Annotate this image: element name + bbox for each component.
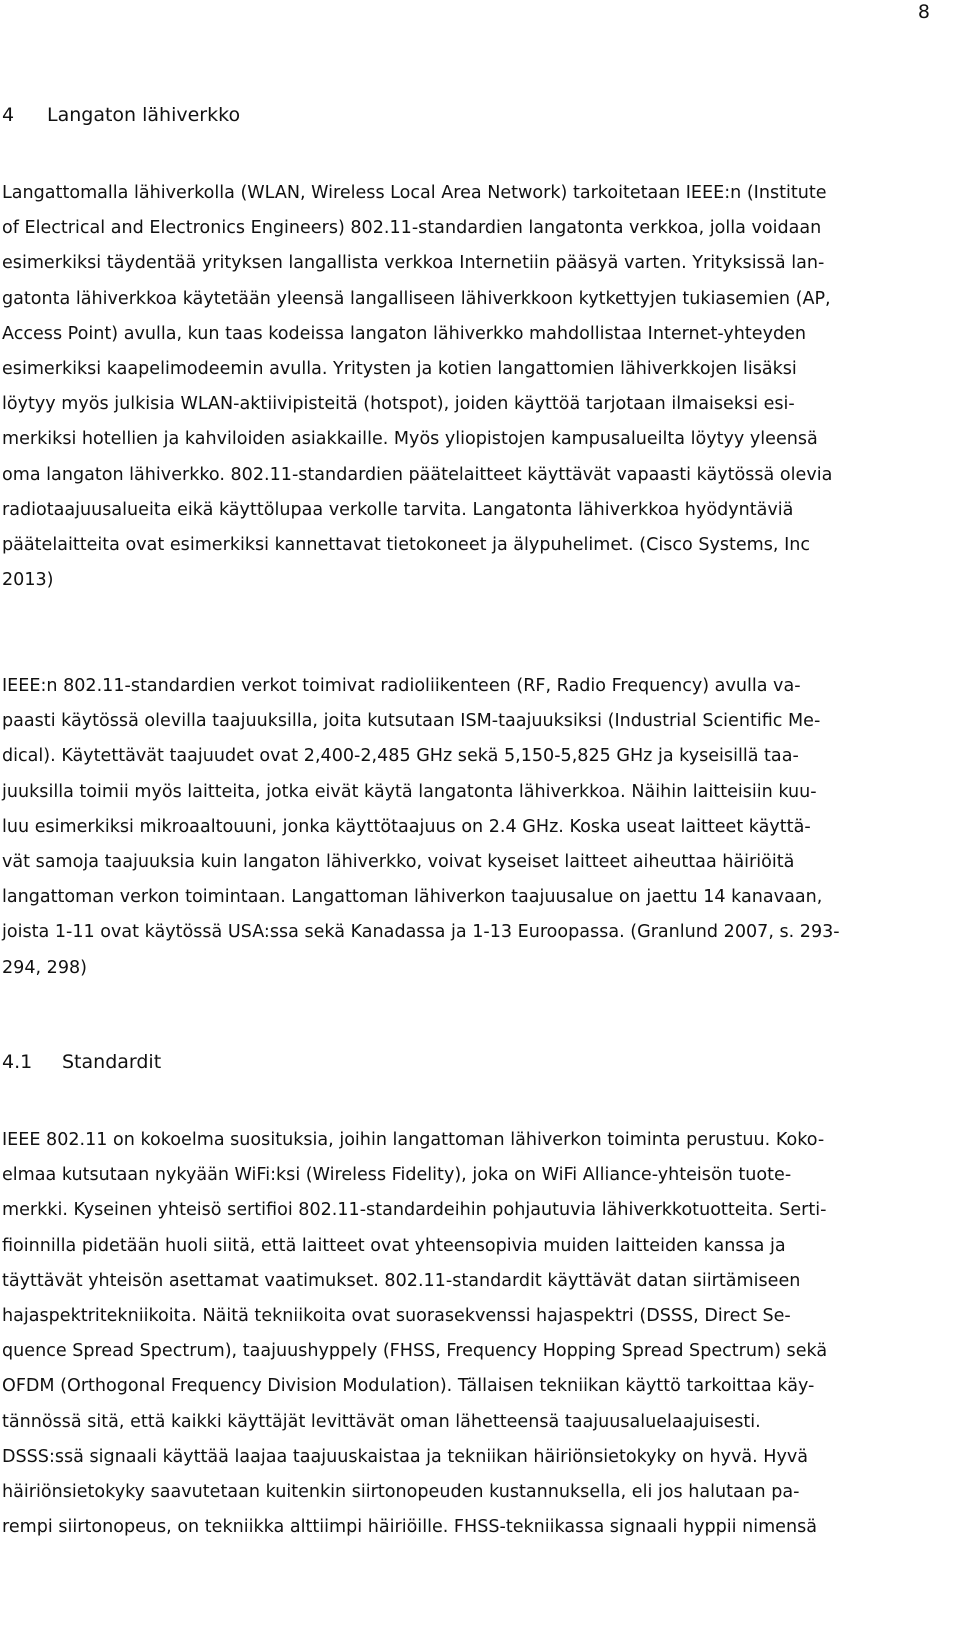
text-line: DSSS:ssä signaali käyttää laajaa taajuuskaistaa ja tekniikan häiriönsietokyky on hyvä. Hyvä bbox=[2, 1446, 809, 1467]
section-heading-4 bbox=[2, 104, 240, 126]
text-line: paasti käytössä olevilla taajuuksilla, joita kutsutaan ISM-taajuuksiksi (Industrial Scientific Me- bbox=[2, 711, 821, 732]
section-title: Standardit bbox=[62, 1051, 162, 1073]
section-number: 4 bbox=[2, 104, 15, 126]
text-line: IEEE:n 802.11-standardien verkot toimivat radioliikenteen (RF, Radio Frequency) avulla va- bbox=[2, 676, 801, 696]
text-line: esimerkiksi kaapelimodeemin avulla. Yritysten ja kotien langattomien lähiverkkojen lisäksi bbox=[2, 358, 797, 379]
text-line: IEEE 802.11 on kokoelma suosituksia, joihin langattoman lähiverkon toiminta perustuu. Koko- bbox=[2, 1130, 825, 1150]
text-line: radiotaajuusalueita eikä käyttölupaa verkolle tarvita. Langatonta lähiverkkoa hyödyntäviä bbox=[2, 499, 794, 520]
text-line: oma langaton lähiverkko. 802.11-standardien päätelaitteet käyttävät vapaasti käytössä olevia bbox=[2, 464, 833, 485]
text-line: häiriönsietokyky saavutetaan kuitenkin siirtonopeuden kustannuksella, eli jos halutaan pa- bbox=[2, 1481, 800, 1502]
text-line: esimerkiksi täydentää yrityksen langallista verkkoa Internetiin pääsyä varten. Yrityksissä lan- bbox=[2, 253, 825, 274]
text-line: luu esimerkiksi mikroaaltouuni, jonka käyttötaajuus on 2.4 GHz. Koska useat laitteet käyttä- bbox=[2, 816, 811, 837]
text-line: vät samoja taajuuksia kuin langaton lähiverkko, voivat kyseiset laitteet aiheuttaa häiriöitä bbox=[2, 851, 795, 872]
text-line: löytyy myös julkisia WLAN-aktiivipisteitä (hotspot), joiden käyttöä tarjotaan ilmaiseksi esi- bbox=[2, 394, 795, 415]
text-line: hajaspektritekniikoita. Näitä tekniikoita ovat suorasekvenssi hajaspektri (DSSS, Direct Se- bbox=[2, 1305, 791, 1326]
text-line: fioinnilla pidetään huoli siitä, että laitteet ovat yhteensopivia muiden laitteiden kanssa ja bbox=[2, 1235, 786, 1256]
text-line: dical). Käytettävät taajuudet ovat 2,400-2,485 GHz sekä 5,150-5,825 GHz ja kyseisillä taa- bbox=[2, 746, 799, 767]
text-line: juuksilla toimii myös laitteita, jotka eivät käytä langatonta lähiverkkoa. Näihin laitteisiin kuu- bbox=[2, 781, 817, 802]
text-line: joista 1-11 ovat käytössä USA:ssa sekä Kanadassa ja 1-13 Euroopassa. (Granlund 2007, s. 293- bbox=[2, 922, 840, 943]
text-line: rempi siirtonopeus, on tekniikka alttiimpi häiriöille. FHSS-tekniikassa signaali hyppii nimensä bbox=[2, 1517, 818, 1538]
text-line: of Electrical and Electronics Engineers) 802.11-standardien langatonta verkkoa, jolla voidaan bbox=[2, 218, 822, 239]
text-line: elmaa kutsutaan nykyään WiFi:ksi (Wireless Fidelity), joka on WiFi Alliance-yhteisön tuote- bbox=[2, 1165, 792, 1186]
section-heading-4-1 bbox=[2, 1051, 161, 1073]
text-line: Access Point) avulla, kun taas kodeissa langaton lähiverkko mahdollistaa Internet-yhteyden bbox=[2, 323, 807, 344]
text-line: täyttävät yhteisön asettamat vaatimukset. 802.11-standardit käyttävät datan siirtämiseen bbox=[2, 1270, 801, 1291]
paragraph-wlan-intro bbox=[2, 176, 930, 598]
text-line: päätelaitteita ovat esimerkiksi kannettavat tietokoneet ja älypuhelimet. (Cisco Systems, Inc bbox=[2, 534, 811, 555]
page-number: 8 bbox=[917, 1, 930, 23]
text-line: OFDM (Orthogonal Frequency Division Modulation). Tällaisen tekniikan käyttö tarkoittaa käy- bbox=[2, 1376, 815, 1397]
text-line: gatonta lähiverkkoa käytetään yleensä langalliseen lähiverkkoon kytkettyjen tukiasemien (AP, bbox=[2, 288, 831, 309]
text-line: merkiksi hotellien ja kahviloiden asiakkaille. Myös yliopistojen kampusalueilta löytyy yleensä bbox=[2, 429, 818, 450]
text-line: merkki. Kyseinen yhteisö sertifioi 802.11-standardeihin pohjautuvia lähiverkkotuotteita. Serti- bbox=[2, 1200, 827, 1221]
text-line: Langattomalla lähiverkolla (WLAN, Wireless Local Area Network) tarkoitetaan IEEE:n (Institute bbox=[2, 183, 827, 203]
text-line: tännössä sitä, että kaikki käyttäjät levittävät oman lähetteensä taajuusaluelaajuisesti. bbox=[2, 1411, 761, 1432]
text-line: langattoman verkon toimintaan. Langattoman lähiverkon taajuusalue on jaettu 14 kanavaan, bbox=[2, 887, 823, 908]
paragraph-ieee-frequencies bbox=[2, 669, 930, 986]
text-line: quence Spread Spectrum), taajuushyppely (FHSS, Frequency Hopping Spread Spectrum) sekä bbox=[2, 1341, 828, 1362]
section-title: Langaton lähiverkko bbox=[47, 104, 241, 126]
section-number: 4.1 bbox=[2, 1051, 33, 1073]
text-line: 294, 298) bbox=[2, 957, 88, 978]
paragraph-standards bbox=[2, 1123, 930, 1545]
text-line: 2013) bbox=[2, 570, 54, 591]
